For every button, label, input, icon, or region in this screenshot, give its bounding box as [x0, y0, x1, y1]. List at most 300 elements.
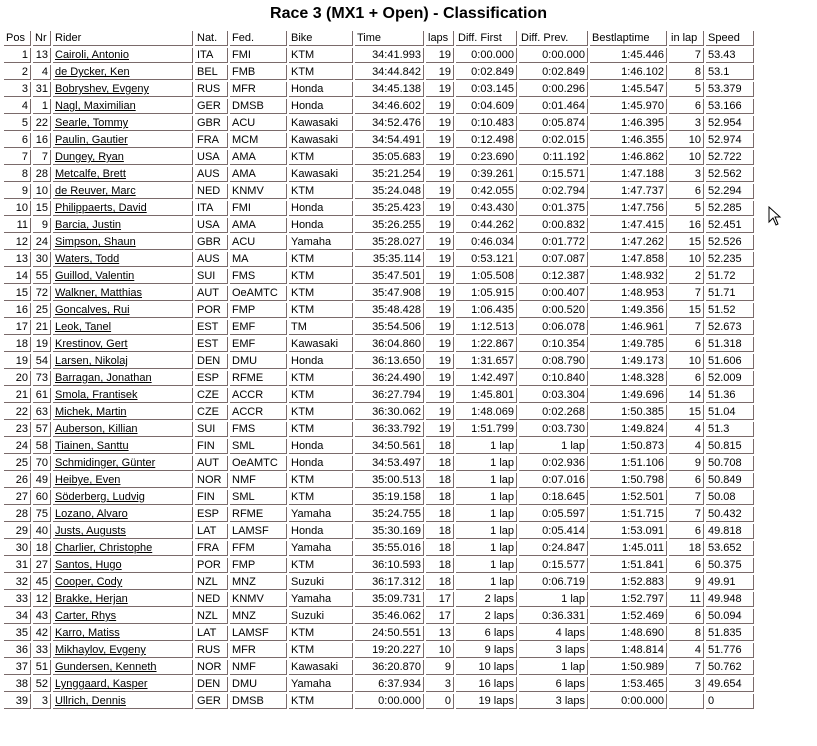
cell-laps: 19 — [426, 150, 454, 165]
rider-link[interactable]: Nagl, Maximilian — [55, 100, 136, 112]
cell-in-lap: 4 — [669, 643, 704, 658]
rider-link[interactable]: Bobryshev, Evgeny — [55, 83, 149, 95]
cell-fed: FMP — [230, 303, 287, 318]
cell-speed: 52.562 — [706, 167, 754, 182]
table-row — [4, 405, 754, 420]
cell-nat: FIN — [195, 490, 228, 505]
table-row — [4, 337, 754, 352]
table-row — [4, 269, 754, 284]
cell-in-lap: 10 — [669, 150, 704, 165]
cell-bestlaptime: 1:53.465 — [590, 677, 667, 692]
table-row — [4, 677, 754, 692]
cell-fed: ACU — [230, 116, 287, 131]
rider-link[interactable]: Guillod, Valentin — [55, 270, 135, 282]
cell-bike: Kawasaki — [289, 133, 353, 148]
cell-bestlaptime: 1:46.102 — [590, 65, 667, 80]
cell-laps: 19 — [426, 99, 454, 114]
cell-time: 34:45.138 — [355, 82, 424, 97]
cell-speed: 52.451 — [706, 218, 754, 233]
cell-nr: 21 — [33, 320, 51, 335]
cell-in-lap: 6 — [669, 99, 704, 114]
cell-in-lap: 7 — [669, 507, 704, 522]
cell-rider — [53, 558, 193, 573]
cell-diff-first: 1:31.657 — [456, 354, 517, 369]
cell-diff-prev: 0:01.772 — [519, 235, 588, 250]
cell-nat: NED — [195, 592, 228, 607]
table-row — [4, 439, 754, 454]
cell-bestlaptime: 1:50.798 — [590, 473, 667, 488]
cell-fed: FMS — [230, 269, 287, 284]
rider-link[interactable]: de Reuver, Marc — [55, 185, 136, 197]
cell-time: 36:17.312 — [355, 575, 424, 590]
cell-bestlaptime: 1:48.814 — [590, 643, 667, 658]
cell-nat: ITA — [195, 48, 228, 63]
cell-bike: Honda — [289, 439, 353, 454]
header-time: Time — [355, 31, 424, 46]
cell-time: 36:13.650 — [355, 354, 424, 369]
rider-link[interactable]: Walkner, Matthias — [55, 287, 143, 299]
cell-laps: 18 — [426, 439, 454, 454]
cell-laps: 17 — [426, 592, 454, 607]
cell-diff-first: 1:05.508 — [456, 269, 517, 284]
table-row — [4, 643, 754, 658]
cell-bestlaptime: 1:47.858 — [590, 252, 667, 267]
cell-nr: 15 — [33, 201, 51, 216]
rider-link[interactable]: Charlier, Christophe — [55, 542, 153, 554]
cell-pos: 5 — [4, 116, 31, 131]
header-bike: Bike — [289, 31, 353, 46]
cell-bike: KTM — [289, 490, 353, 505]
cell-nr: 42 — [33, 626, 51, 641]
cell-diff-prev: 0:00.000 — [519, 48, 588, 63]
cell-in-lap: 10 — [669, 252, 704, 267]
cell-in-lap: 7 — [669, 48, 704, 63]
cell-diff-first: 1:51.799 — [456, 422, 517, 437]
cell-diff-prev: 3 laps — [519, 643, 588, 658]
cell-in-lap: 7 — [669, 320, 704, 335]
cell-pos: 29 — [4, 524, 31, 539]
rider-link[interactable]: Paulin, Gautier — [55, 134, 128, 146]
cell-nr: 43 — [33, 609, 51, 624]
cell-fed: MNZ — [230, 575, 287, 590]
cell-diff-prev: 1 lap — [519, 439, 588, 454]
rider-link[interactable]: Carter, Rhys — [55, 610, 117, 622]
cell-speed: 50.849 — [706, 473, 754, 488]
cell-in-lap: 6 — [669, 337, 704, 352]
cell-diff-first: 0:46.034 — [456, 235, 517, 250]
cell-laps: 19 — [426, 286, 454, 301]
cell-pos: 26 — [4, 473, 31, 488]
cell-bike: Honda — [289, 82, 353, 97]
cell-pos: 20 — [4, 371, 31, 386]
cell-speed: 0 — [706, 694, 754, 709]
cell-in-lap: 6 — [669, 524, 704, 539]
cell-pos: 27 — [4, 490, 31, 505]
cell-in-lap: 15 — [669, 303, 704, 318]
rider-link[interactable]: Justs, Augusts — [55, 525, 126, 537]
cell-bestlaptime: 1:49.785 — [590, 337, 667, 352]
cell-bike: KTM — [289, 694, 353, 709]
cell-speed: 50.432 — [706, 507, 754, 522]
cell-speed: 52.285 — [706, 201, 754, 216]
cell-nr: 18 — [33, 541, 51, 556]
cell-fed: LAMSF — [230, 626, 287, 641]
rider-link[interactable]: Heibye, Even — [55, 474, 121, 486]
cell-diff-prev: 0:03.730 — [519, 422, 588, 437]
table-row — [4, 507, 754, 522]
cell-nr: 33 — [33, 643, 51, 658]
rider-link[interactable]: Larsen, Nikolaj — [55, 355, 128, 367]
cell-pos: 22 — [4, 405, 31, 420]
cell-time: 0:00.000 — [355, 694, 424, 709]
rider-link[interactable]: Michek, Martin — [55, 406, 127, 418]
cell-laps: 19 — [426, 201, 454, 216]
cell-diff-prev: 0:12.387 — [519, 269, 588, 284]
cell-diff-prev: 0:15.571 — [519, 167, 588, 182]
cell-diff-prev: 0:00.407 — [519, 286, 588, 301]
cell-diff-prev: 6 laps — [519, 677, 588, 692]
rider-link[interactable]: Philippaerts, David — [55, 202, 147, 214]
cell-nat: NOR — [195, 473, 228, 488]
rider-link[interactable]: Karro, Matiss — [55, 627, 120, 639]
cell-nr: 72 — [33, 286, 51, 301]
cell-nr: 12 — [33, 592, 51, 607]
cell-nat: LAT — [195, 626, 228, 641]
cell-speed: 50.762 — [706, 660, 754, 675]
rider-link[interactable]: Simpson, Shaun — [55, 236, 136, 248]
cell-bike: Honda — [289, 354, 353, 369]
cell-diff-first: 0:12.498 — [456, 133, 517, 148]
cell-fed: ACU — [230, 235, 287, 250]
cell-in-lap: 2 — [669, 269, 704, 284]
rider-link[interactable]: Mikhaylov, Evgeny — [55, 644, 146, 656]
cell-fed: ACCR — [230, 405, 287, 420]
rider-link[interactable]: Santos, Hugo — [55, 559, 122, 571]
cell-speed: 51.36 — [706, 388, 754, 403]
cell-diff-first: 1:45.801 — [456, 388, 517, 403]
cell-bike: Kawasaki — [289, 167, 353, 182]
cell-nat: ESP — [195, 507, 228, 522]
rider-link[interactable]: Cairoli, Antonio — [55, 49, 129, 61]
table-row — [4, 303, 754, 318]
cell-speed: 53.652 — [706, 541, 754, 556]
rider-link[interactable]: Dungey, Ryan — [55, 151, 124, 163]
cell-bestlaptime: 1:47.188 — [590, 167, 667, 182]
cell-pos: 24 — [4, 439, 31, 454]
cell-diff-prev: 0:01.375 — [519, 201, 588, 216]
table-row — [4, 575, 754, 590]
cell-speed: 52.954 — [706, 116, 754, 131]
cell-bestlaptime: 1:46.395 — [590, 116, 667, 131]
cell-pos: 30 — [4, 541, 31, 556]
cell-diff-prev: 0:05.597 — [519, 507, 588, 522]
cell-bestlaptime: 1:52.797 — [590, 592, 667, 607]
cell-in-lap: 11 — [669, 592, 704, 607]
cell-pos: 3 — [4, 82, 31, 97]
cell-fed: MNZ — [230, 609, 287, 624]
cell-in-lap: 3 — [669, 167, 704, 182]
rider-link[interactable]: Lynggaard, Kasper — [55, 678, 148, 690]
cell-diff-first: 16 laps — [456, 677, 517, 692]
cell-speed: 52.673 — [706, 320, 754, 335]
cell-fed: ACCR — [230, 388, 287, 403]
cell-bike: Honda — [289, 456, 353, 471]
cell-nat: AUT — [195, 456, 228, 471]
rider-link[interactable]: Leok, Tanel — [55, 321, 112, 333]
cell-nat: LAT — [195, 524, 228, 539]
header-laps: laps — [426, 31, 454, 46]
cell-speed: 52.009 — [706, 371, 754, 386]
cell-diff-first: 1:22.867 — [456, 337, 517, 352]
rider-link[interactable]: Lozano, Alvaro — [55, 508, 128, 520]
cell-diff-first: 0:42.055 — [456, 184, 517, 199]
rider-link[interactable]: de Dycker, Ken — [55, 66, 130, 78]
table-row — [4, 592, 754, 607]
rider-link[interactable]: Gundersen, Kenneth — [55, 661, 157, 673]
cell-nat: SUI — [195, 422, 228, 437]
cell-laps: 19 — [426, 65, 454, 80]
rider-link[interactable]: Smola, Frantisek — [55, 389, 138, 401]
cell-nr: 13 — [33, 48, 51, 63]
header-row — [4, 31, 754, 46]
table-row — [4, 150, 754, 165]
cell-time: 35:00.513 — [355, 473, 424, 488]
cell-nr: 4 — [33, 65, 51, 80]
cell-diff-prev: 0:06.078 — [519, 320, 588, 335]
table-row — [4, 371, 754, 386]
cell-rider — [53, 507, 193, 522]
cell-in-lap: 5 — [669, 82, 704, 97]
cell-speed: 51.04 — [706, 405, 754, 420]
cell-pos: 4 — [4, 99, 31, 114]
cell-nat: NZL — [195, 609, 228, 624]
rider-link[interactable]: Tiainen, Santtu — [55, 440, 129, 452]
rider-link[interactable]: Auberson, Killian — [55, 423, 138, 435]
header-nat: Nat. — [195, 31, 228, 46]
cell-fed: EMF — [230, 320, 287, 335]
cell-diff-prev: 0:24.847 — [519, 541, 588, 556]
cell-nat: GBR — [195, 116, 228, 131]
table-row — [4, 660, 754, 675]
cell-pos: 21 — [4, 388, 31, 403]
rider-link[interactable]: Cooper, Cody — [55, 576, 123, 588]
rider-link[interactable]: Searle, Tommy — [55, 117, 129, 129]
cell-fed: RFME — [230, 371, 287, 386]
cell-speed: 50.815 — [706, 439, 754, 454]
table-row — [4, 99, 754, 114]
cell-rider — [53, 167, 193, 182]
table-row — [4, 490, 754, 505]
cell-diff-prev: 0:06.719 — [519, 575, 588, 590]
cell-rider — [53, 320, 193, 335]
cell-in-lap: 7 — [669, 286, 704, 301]
cell-diff-first: 19 laps — [456, 694, 517, 709]
cell-fed: KNMV — [230, 592, 287, 607]
cell-pos: 12 — [4, 235, 31, 250]
table-row — [4, 201, 754, 216]
cell-rider — [53, 184, 193, 199]
cell-nat: AUS — [195, 167, 228, 182]
cell-diff-first: 10 laps — [456, 660, 517, 675]
cell-speed: 49.654 — [706, 677, 754, 692]
cell-nr: 54 — [33, 354, 51, 369]
rider-link[interactable]: Waters, Todd — [55, 253, 120, 265]
rider-link[interactable]: Ullrich, Dennis — [55, 695, 126, 707]
cell-diff-prev: 0:01.464 — [519, 99, 588, 114]
cell-diff-first: 1 lap — [456, 507, 517, 522]
cell-rider — [53, 660, 193, 675]
cell-nr: 58 — [33, 439, 51, 454]
cell-rider — [53, 133, 193, 148]
cell-in-lap: 7 — [669, 660, 704, 675]
cell-rider — [53, 218, 193, 233]
cell-bike: KTM — [289, 286, 353, 301]
cell-in-lap: 3 — [669, 677, 704, 692]
cell-rider — [53, 524, 193, 539]
table-row — [4, 82, 754, 97]
cell-nat: GER — [195, 99, 228, 114]
cell-nr: 73 — [33, 371, 51, 386]
cell-in-lap: 5 — [669, 201, 704, 216]
rider-link[interactable]: Brakke, Herjan — [55, 593, 128, 605]
cell-time: 35:25.423 — [355, 201, 424, 216]
table-row — [4, 235, 754, 250]
cell-bestlaptime: 1:47.737 — [590, 184, 667, 199]
cell-nat: RUS — [195, 643, 228, 658]
cell-bestlaptime: 1:48.328 — [590, 371, 667, 386]
cell-diff-prev: 0:00.832 — [519, 218, 588, 233]
cell-nr: 3 — [33, 694, 51, 709]
header-diff-prev: Diff. Prev. — [519, 31, 588, 46]
cell-nr: 70 — [33, 456, 51, 471]
cell-fed: MFR — [230, 82, 287, 97]
cell-bike: Yamaha — [289, 235, 353, 250]
cell-time: 35:54.506 — [355, 320, 424, 335]
rider-link[interactable]: Söderberg, Ludvig — [55, 491, 145, 503]
cell-laps: 19 — [426, 167, 454, 182]
cell-bestlaptime: 1:48.932 — [590, 269, 667, 284]
cell-bike: Honda — [289, 524, 353, 539]
cell-fed: FFM — [230, 541, 287, 556]
cell-nr: 49 — [33, 473, 51, 488]
cell-nr: 60 — [33, 490, 51, 505]
cell-fed: AMA — [230, 167, 287, 182]
cell-in-lap — [669, 694, 704, 709]
cell-in-lap: 16 — [669, 218, 704, 233]
rider-link[interactable]: Metcalfe, Brett — [55, 168, 126, 180]
cell-time: 36:20.870 — [355, 660, 424, 675]
cell-diff-prev: 0:02.268 — [519, 405, 588, 420]
cell-pos: 33 — [4, 592, 31, 607]
cell-pos: 38 — [4, 677, 31, 692]
cell-pos: 31 — [4, 558, 31, 573]
cell-diff-prev: 0:02.936 — [519, 456, 588, 471]
cell-pos: 9 — [4, 184, 31, 199]
rider-link[interactable]: Goncalves, Rui — [55, 304, 130, 316]
cell-bike: Yamaha — [289, 507, 353, 522]
cell-nr: 57 — [33, 422, 51, 437]
cell-in-lap: 9 — [669, 575, 704, 590]
cell-rider — [53, 609, 193, 624]
rider-link[interactable]: Krestinov, Gert — [55, 338, 128, 350]
cell-nat: NOR — [195, 660, 228, 675]
cell-speed: 52.235 — [706, 252, 754, 267]
cell-nr: 24 — [33, 235, 51, 250]
cell-laps: 19 — [426, 82, 454, 97]
mouse-cursor-icon — [768, 206, 782, 226]
cell-rider — [53, 490, 193, 505]
cell-diff-first: 1 lap — [456, 490, 517, 505]
cell-fed: MCM — [230, 133, 287, 148]
rider-link[interactable]: Barcia, Justin — [55, 219, 122, 231]
table-row — [4, 456, 754, 471]
cell-diff-prev: 0:02.015 — [519, 133, 588, 148]
cell-laps: 19 — [426, 133, 454, 148]
cell-time: 34:54.491 — [355, 133, 424, 148]
cell-laps: 19 — [426, 405, 454, 420]
header-speed: Speed — [706, 31, 754, 46]
cell-rider — [53, 677, 193, 692]
cell-diff-first: 0:00.000 — [456, 48, 517, 63]
table-row — [4, 133, 754, 148]
header-diff-first: Diff. First — [456, 31, 517, 46]
cell-speed: 51.835 — [706, 626, 754, 641]
cell-bestlaptime: 1:45.446 — [590, 48, 667, 63]
rider-link[interactable]: Barragan, Jonathan — [55, 372, 152, 384]
cell-nat: ESP — [195, 371, 228, 386]
cell-rider — [53, 286, 193, 301]
cell-fed: DMU — [230, 677, 287, 692]
cell-time: 35:46.062 — [355, 609, 424, 624]
cell-diff-first: 1 lap — [456, 473, 517, 488]
cell-rider — [53, 694, 193, 709]
cell-diff-prev: 0:07.016 — [519, 473, 588, 488]
cell-time: 35:26.255 — [355, 218, 424, 233]
rider-link[interactable]: Schmidinger, Günter — [55, 457, 156, 469]
cell-time: 34:53.497 — [355, 456, 424, 471]
cell-rider — [53, 337, 193, 352]
cell-diff-prev: 3 laps — [519, 694, 588, 709]
cell-fed: MA — [230, 252, 287, 267]
cell-in-lap: 15 — [669, 235, 704, 250]
cell-diff-prev: 0:00.520 — [519, 303, 588, 318]
cell-laps: 19 — [426, 422, 454, 437]
cell-in-lap: 8 — [669, 626, 704, 641]
cell-time: 35:47.501 — [355, 269, 424, 284]
cell-pos: 1 — [4, 48, 31, 63]
cell-nr: 28 — [33, 167, 51, 182]
cell-pos: 39 — [4, 694, 31, 709]
cell-bike: Honda — [289, 218, 353, 233]
cell-time: 35:55.016 — [355, 541, 424, 556]
cell-rider — [53, 541, 193, 556]
cell-laps: 19 — [426, 218, 454, 233]
cell-time: 24:50.551 — [355, 626, 424, 641]
cell-in-lap: 8 — [669, 65, 704, 80]
cell-laps: 18 — [426, 541, 454, 556]
cell-time: 35:30.169 — [355, 524, 424, 539]
cell-rider — [53, 439, 193, 454]
cell-diff-first: 1 lap — [456, 524, 517, 539]
table-row — [4, 320, 754, 335]
cell-fed: MFR — [230, 643, 287, 658]
cell-bike: Honda — [289, 201, 353, 216]
cell-bike: Suzuki — [289, 575, 353, 590]
cell-nat: RUS — [195, 82, 228, 97]
cell-time: 35:47.908 — [355, 286, 424, 301]
header-nr: Nr — [33, 31, 51, 46]
cell-rider — [53, 354, 193, 369]
